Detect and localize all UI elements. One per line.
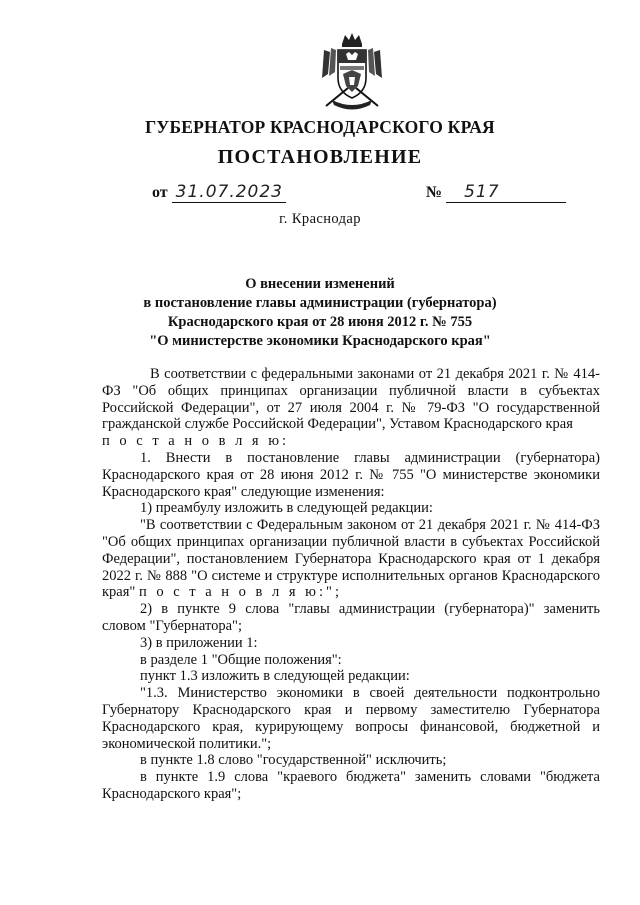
item-1-1-quote-paragraph xyxy=(102,517,600,601)
document-type-title: ПОСТАНОВЛЕНИЕ xyxy=(217,146,423,168)
krasnodar-krai-coat-of-arms-icon xyxy=(318,30,386,112)
issuer-title: ГУБЕРНАТОР КРАСНОДАРСКОГО КРАЯ xyxy=(145,117,495,137)
item-1-paragraph: 1. Внести в постановление главы администрации (губернатора) Краснодарского края от 28 июня 2012 г. № 755 "О министерстве экономики Краснодарского края" следующие изменения: xyxy=(102,449,600,500)
document-subject xyxy=(0,275,640,351)
number-label: № xyxy=(426,184,443,201)
item-1-3-quote-paragraph: "1.3. Министерство экономики в своей деятельности подконтрольно Губернатору Краснодарского края и первому заместителю Губернатора Краснодарского края, курирующему вопросы финансовой, бюджетной и экономической политики."; xyxy=(102,685,600,752)
item-1-3-p19-paragraph: в пункте 1.9 слова "краевого бюджета" заменить словами "бюджета Краснодарского края"; xyxy=(102,769,600,802)
subject-line: Краснодарского края от 28 июня 2012 г. № 755 xyxy=(167,314,473,330)
decree-word: п о с т а н о в л я ю: xyxy=(102,433,290,450)
item-1-1-quote-decree: п о с т а н о в л я ю:"; xyxy=(138,584,342,601)
item-1-3-paragraph: 3) в приложении 1: xyxy=(140,634,258,651)
handwritten-date: 31.07.2023 xyxy=(172,182,286,203)
item-1-3-section-paragraph: в разделе 1 "Общие положения": xyxy=(140,651,342,668)
item-1-1-quote-text: "В соответствии с Федеральным законом от 21 декабря 2021 г. № 414-ФЗ "Об общих принципах организации публичной власти в субъектах Российской Федерации", постановлением Губернатора Краснодарского края от 1 декабря 2022 г. № 888 "О системе и структуре исполнительных органов Краснодарского края" xyxy=(102,517,600,601)
handwritten-number: 517 xyxy=(446,182,566,203)
subject-line: "О министерстве экономики Краснодарского края" xyxy=(149,333,491,349)
item-1-1-paragraph: 1) преамбулу изложить в следующей редакции: xyxy=(140,500,433,517)
subject-line: в постановление главы администрации (губернатора) xyxy=(143,295,497,311)
number-row xyxy=(426,182,566,203)
date-label: от xyxy=(152,184,168,201)
date-row xyxy=(152,182,286,203)
city-line: г. Краснодар xyxy=(279,211,361,227)
subject-line: О внесении изменений xyxy=(245,276,395,292)
document-body xyxy=(102,366,600,803)
item-1-3-point-paragraph: пункт 1.3 изложить в следующей редакции: xyxy=(140,668,410,685)
item-1-3-p18-paragraph: в пункте 1.8 слово "государственной" исключить; xyxy=(140,752,447,769)
item-1-2-paragraph: 2) в пункте 9 слова "главы администрации (губернатора)" заменить словом "Губернатора"; xyxy=(102,601,600,634)
preamble-paragraph: В соответствии с федеральными законами от 21 декабря 2021 г. № 414-ФЗ "Об общих принципах организации публичной власти в субъектах Российской Федерации", от 27 июля 2004 г. № 79-ФЗ "О государственной гражданской службе Российской Федерации", Уставом Краснодарского края xyxy=(102,366,600,433)
